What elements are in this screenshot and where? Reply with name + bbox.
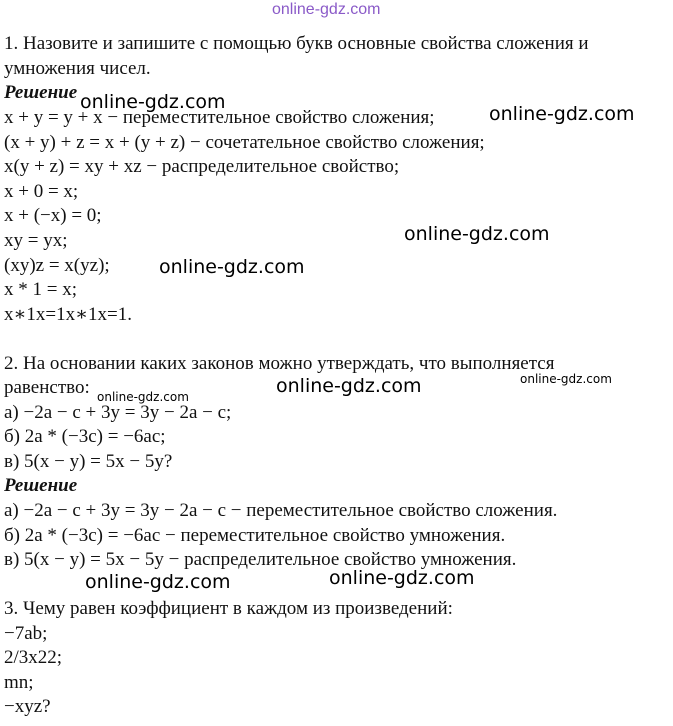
watermark: online-gdz.com [489,103,635,125]
site-header-watermark: online-gdz.com [272,1,381,18]
watermark: online-gdz.com [404,223,550,245]
question-1-text-continued: умножения чисел. [4,58,151,79]
equation-item: в) 5(x − y) = 5x − 5y? [4,451,173,472]
watermark: online-gdz.com [329,567,475,589]
property-line: (x + y) + z = x + (y + z) − сочетательное свойство сложения; [4,132,485,153]
product-item: mn; [4,672,34,693]
property-line: (xy)z = x(yz); [4,255,110,276]
watermark: online-gdz.com [80,91,226,113]
property-line: x + y = y + x − переместительное свойство сложения; [4,107,435,128]
answer-line: в) 5(x − y) = 5x − 5y − распределительное свойство умножения. [4,549,517,570]
property-line: x + (−x) = 0; [4,205,102,226]
question-3-text: 3. Чему равен коэффициент в каждом из произведений: [4,598,453,619]
watermark: online-gdz.com [159,256,305,278]
watermark: online-gdz.com [85,571,231,593]
watermark: online-gdz.com [276,375,422,397]
property-line: xy = yx; [4,230,68,251]
property-line: x(y + z) = xy + xz − распределительное свойство; [4,156,400,177]
watermark-small: online-gdz.com [520,372,612,386]
product-item: −7ab; [4,623,48,644]
property-line: x * 1 = x; [4,279,77,300]
question-2-text-continued: равенство: [4,377,90,398]
solution-heading: Решение [4,475,78,496]
answer-line: а) −2a − c + 3y = 3y − 2a − c − переместительное свойство сложения. [4,500,558,521]
answer-line: б) 2a * (−3c) = −6ac − переместительное свойство умножения. [4,525,506,546]
product-item: −xyz? [4,696,51,717]
watermark-small: online-gdz.com [97,390,189,404]
solution-heading: Решение [4,82,78,103]
equation-item: а) −2a − c + 3y = 3y − 2a − c; [4,402,232,423]
question-1-text: 1. Назовите и запишите с помощью букв основные свойства сложения и [4,33,589,54]
property-line: x + 0 = x; [4,181,79,202]
product-item: 2/3x22; [4,647,63,668]
question-2-text: 2. На основании каких законов можно утверждать, что выполняется [4,353,555,374]
property-line: x∗1x=1x∗1x=1. [4,304,133,325]
equation-item: б) 2a * (−3c) = −6ac; [4,426,166,447]
